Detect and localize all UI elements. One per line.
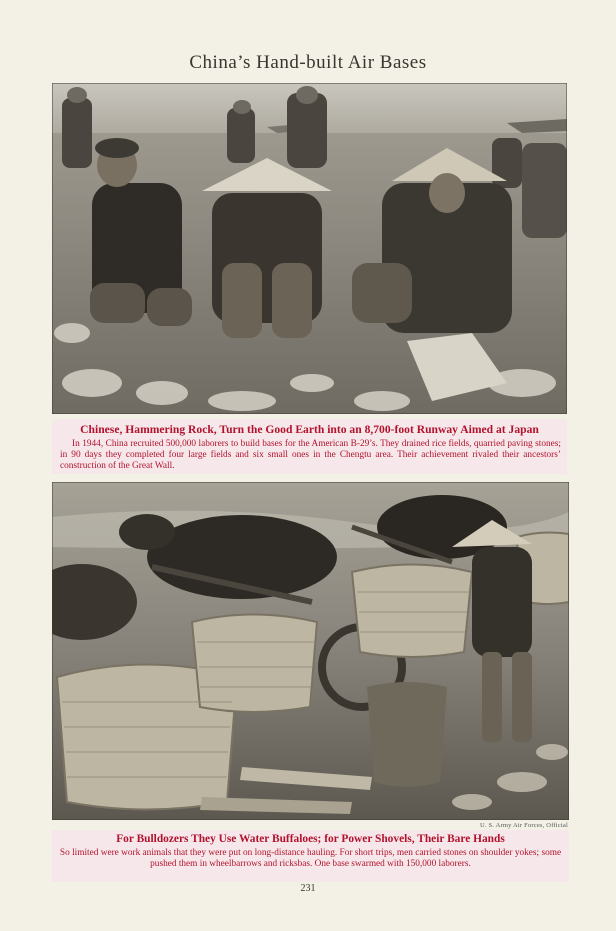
photo2-caption [52, 830, 569, 882]
photo-water-buffaloes-baskets [52, 482, 569, 820]
photo2-caption-text: So limited were work animals that they were put on long-distance hauling. For short trips, men carried stones on shoulder yokes; some pushed them in wheelbarrows and ricksbas. One base swarmed with 150,000 laborers. [59, 848, 562, 869]
photo-credit: U. S. Army Air Forces, Official [479, 822, 568, 829]
photo2-caption-title: For Bulldozers They Use Water Buffaloes; for Power Shovels, Their Bare Hands [116, 833, 505, 845]
page-number: 231 [300, 883, 316, 894]
photo1-caption [52, 419, 567, 474]
photo1-caption-text: In 1944, China recruited 500,000 laborers to build bases for the American B-29’s. They drained rice fields, quarried paving stones; in 90 days they completed four large fields and six small ones in the Chengtu area. Their achievement rivaled their ancestors’ construction of the Great Wall. [60, 439, 561, 471]
page-title: China’s Hand-built Air Bases [189, 52, 427, 73]
photo1-caption-title: Chinese, Hammering Rock, Turn the Good Earth into an 8,700-foot Runway Aimed at Japan [80, 423, 539, 436]
photo-laborers-hammering-rock [52, 83, 567, 414]
